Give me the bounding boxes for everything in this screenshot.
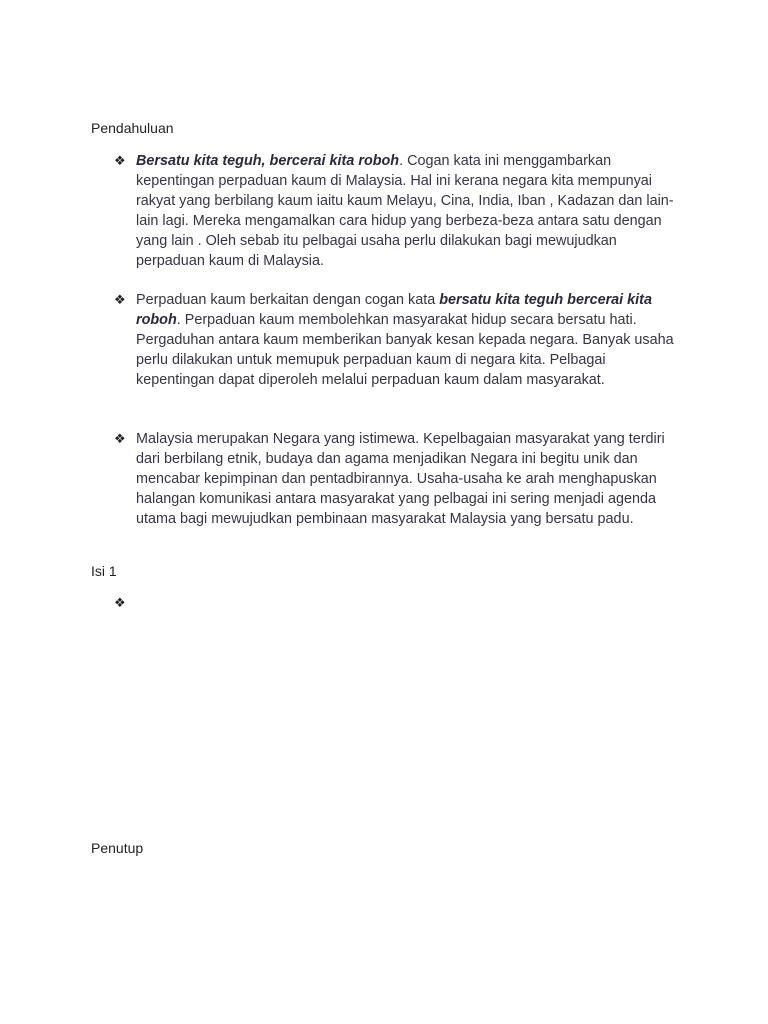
bullet-paragraph-3 bbox=[114, 429, 674, 529]
diamond-bullet-icon: ❖ bbox=[114, 153, 126, 168]
paragraph-3-body: Malaysia merupakan Negara yang istimewa. Kepelbagaian masyarakat yang terdiri dari berbilang etnik, budaya dan agama menjadikan Negara ini begitu unik dan mencabar kepimpinan dan pentadbirannya. Usaha-usaha ke arah menghapuskan halangan komunikasi antara masyarakat yang pelbagai ini sering menjadi agenda utama bagi mewujudkan pembinaan masyarakat Malaysia yang bersatu padu. bbox=[136, 431, 665, 527]
diamond-bullet-icon: ❖ bbox=[114, 292, 126, 307]
heading-pendahuluan: Pendahuluan bbox=[91, 120, 174, 136]
heading-penutup: Penutup bbox=[91, 840, 144, 856]
diamond-bullet-icon: ❖ bbox=[114, 431, 126, 446]
bullet-paragraph-2 bbox=[114, 290, 674, 390]
paragraph-text-2 bbox=[136, 290, 674, 390]
bullet-paragraph-1 bbox=[114, 151, 674, 271]
diamond-bullet-icon: ❖ bbox=[114, 595, 126, 610]
paragraph-2-lead: Perpaduan kaum berkaitan dengan cogan kata bbox=[136, 292, 440, 308]
paragraph-2-body: . Perpaduan kaum membolehkan masyarakat hidup secara bersatu hati. Pergaduhan antara kaum memberikan banyak kesan kepada negara. Banyak usaha perlu dilakukan untuk memupuk perpaduan kaum di negara kita. Pelbagai kepentingan dapat diperoleh melalui perpaduan kaum dalam masyarakat. bbox=[136, 312, 674, 388]
paragraph-text-3 bbox=[136, 429, 674, 529]
paragraph-2-emphasis: bersatu kita teguh bercerai kita roboh bbox=[136, 292, 652, 328]
paragraph-text-1 bbox=[136, 151, 674, 271]
paragraph-1-body: . Cogan kata ini menggambarkan kepentingan perpaduan kaum di Malaysia. Hal ini kerana negara kita mempunyai rakyat yang berbilang kaum iaitu kaum Melayu, Cina, India, Iban , Kadazan dan lain-lain lagi. Mereka mengamalkan cara hidup yang berbeza-beza antara satu dengan yang lain . Oleh sebab itu pelbagai usaha perlu dilakukan bagi mewujudkan perpaduan kaum di Malaysia. bbox=[136, 153, 674, 269]
paragraph-1-emphasis: Bersatu kita teguh, bercerai kita roboh bbox=[136, 153, 400, 169]
heading-isi-1: Isi 1 bbox=[91, 563, 117, 579]
